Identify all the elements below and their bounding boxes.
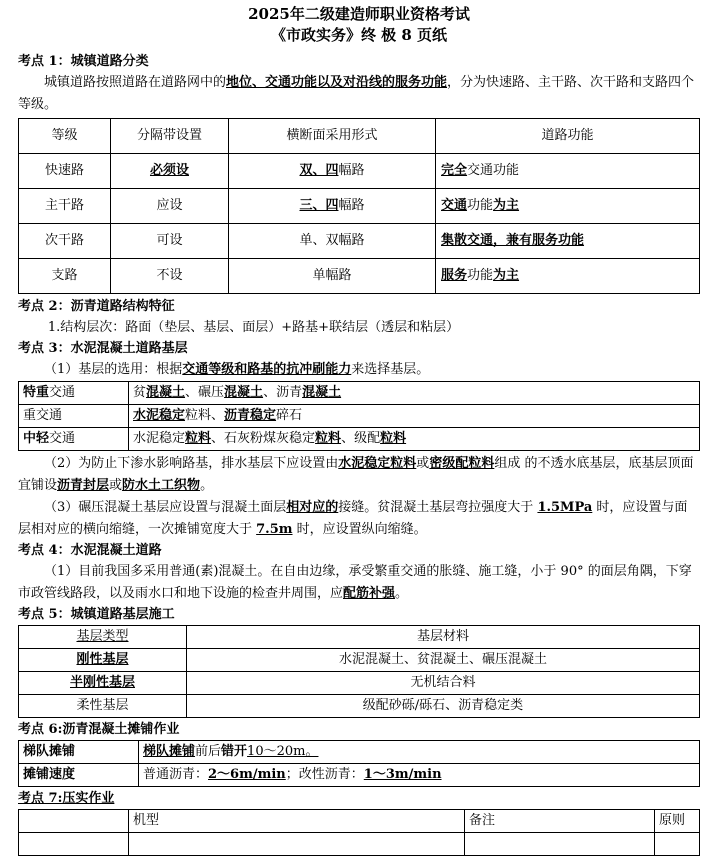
emphasis-text: 完全 — [441, 162, 468, 178]
cross-section-cell: 单幅路 — [229, 259, 436, 294]
text-span: 或 — [109, 478, 123, 493]
base-material-cell: 水泥混凝土、贫混凝土、碾压混凝土 — [187, 649, 700, 672]
text-span: ；改性沥青： — [285, 766, 364, 782]
emphasis-text: 梯队摊铺 — [143, 743, 196, 759]
table-header-cell — [19, 626, 187, 649]
text-span: 接缝。贫混凝土基层弯拉强度大于 — [338, 500, 538, 515]
section-3-heading: 考点 3：水泥混凝土道路基层 — [18, 341, 188, 356]
traffic-level-cell — [19, 428, 129, 451]
compaction-table — [18, 809, 700, 856]
text-span: 功能 — [467, 197, 494, 213]
section-6-heading: 考点 6:沥青混凝土摊铺作业 — [18, 722, 180, 737]
emphasis-text: 刚性基层 — [76, 651, 129, 667]
cross-section-cell — [229, 154, 436, 189]
base-material-cell — [129, 382, 700, 405]
separator-cell: 不设 — [111, 259, 229, 294]
section-7-heading — [18, 789, 700, 809]
emphasis-text: 集散交通，兼有服务功能 — [441, 232, 585, 248]
table-cell — [19, 833, 129, 856]
emphasis-text: 2～6m/min — [208, 766, 286, 782]
paving-table — [18, 740, 700, 787]
section-2-line: 1.结构层次：路面（垫层、基层、面层）+路基+联结层（透层和粘层） — [47, 320, 460, 335]
table-row — [19, 259, 700, 294]
road-classification-table — [18, 118, 700, 294]
text-span: 城镇道路按照道路在道路网中的 — [44, 75, 227, 90]
text-span: 幅路 — [338, 162, 365, 178]
text-span: ，分为快速路、主干路、次干路和支路四个等级。 — [18, 75, 695, 112]
separator-cell — [111, 154, 229, 189]
function-cell — [436, 154, 700, 189]
emphasis-text: 防水土工织物 — [122, 478, 201, 493]
text-span: 。 — [200, 478, 214, 493]
table-header-cell: 原则 — [655, 810, 700, 833]
text-span: （1）目前我国多采用普通(素)混凝土。在自由边缘，承受繁重交通的胀缝、施工缝，小于 90° 的面层角隅，下穿市政管线路段，以及雨水口和地下设施的检查井周围，应 — [18, 564, 692, 601]
base-material-cell — [129, 428, 700, 451]
grade-cell: 次干路 — [19, 224, 111, 259]
text-span: 普通沥青： — [143, 766, 209, 782]
base-material-cell — [129, 405, 700, 428]
function-cell — [436, 259, 700, 294]
paving-key-cell: 梯队摊铺 — [19, 741, 139, 764]
text-span: 幅路 — [338, 197, 365, 213]
emphasis-text: 粒料 — [185, 430, 212, 446]
grade-cell: 支路 — [19, 259, 111, 294]
section-2-heading: 考点 2：沥青道路结构特征 — [18, 299, 175, 314]
function-cell — [436, 224, 700, 259]
table-row — [19, 224, 700, 259]
table-row — [19, 695, 700, 718]
text-span: 基层类型 — [76, 628, 129, 644]
document-title: 2025年二级建造师职业资格考试 — [248, 5, 470, 23]
emphasis-text: 半刚性基层 — [69, 674, 135, 690]
base-material-cell: 无机结合料 — [187, 672, 700, 695]
emphasis-text: 为主 — [493, 197, 520, 213]
table-row — [19, 764, 700, 787]
emphasis-text: 水泥稳定 — [133, 407, 186, 423]
text-span: 组成 的不透水底基层，底基层顶面宜铺设 — [18, 456, 694, 493]
text-span: 10～20m。 — [247, 743, 319, 759]
emphasis-text: 1～3m/min — [363, 766, 442, 782]
emphasis-text: 配筋补强 — [343, 586, 396, 601]
base-type-cell — [19, 672, 187, 695]
text-span: 时，应设置与面层相对应的横向缩缝，一次摊铺宽度大于 — [18, 500, 688, 537]
section-1-heading: 考点 1：城镇道路分类 — [18, 54, 149, 69]
base-selection-table — [18, 381, 700, 451]
table-header-cell — [19, 810, 129, 833]
paving-value-cell — [139, 764, 700, 787]
text-span: 、石灰粉煤灰稳定 — [211, 430, 316, 446]
emphasis-text: 特重 — [23, 384, 50, 400]
text-span: （2）为防止下渗水影响路基，排水基层下应设置由 — [44, 456, 339, 471]
section-4-heading: 考点 4：水泥混凝土道路 — [18, 543, 162, 558]
table-header-cell: 道路功能 — [436, 119, 700, 154]
section-5-heading: 考点 5：城镇道路基层施工 — [18, 607, 175, 622]
table-row — [19, 405, 700, 428]
base-type-cell — [19, 649, 187, 672]
emphasis-text: 三、四 — [299, 197, 339, 213]
emphasis-text: 中轻 — [23, 430, 50, 446]
section-1-paragraph — [18, 72, 700, 116]
table-cell — [129, 833, 465, 856]
table-header-cell: 分隔带设置 — [111, 119, 229, 154]
emphasis-text: 为主 — [493, 267, 520, 283]
text-span: 。 — [395, 586, 409, 601]
emphasis-text: 相对应的 — [286, 500, 339, 515]
emphasis-text: 密级配粒料 — [429, 456, 495, 471]
section-3-paragraph-1 — [18, 359, 700, 381]
text-span: 碎石 — [276, 407, 303, 423]
emphasis-text: 交通 — [441, 197, 468, 213]
text-span: 粒料、 — [185, 407, 225, 423]
text-span: 来选择基层。 — [351, 362, 430, 377]
text-span: 贫 — [133, 384, 147, 400]
base-material-cell: 级配砂砾/砾石、沥青稳定类 — [187, 695, 700, 718]
emphasis-text: 混凝土 — [302, 384, 342, 400]
text-span: 交通功能 — [467, 162, 520, 178]
traffic-level-cell — [19, 382, 129, 405]
function-cell — [436, 189, 700, 224]
traffic-level-cell: 重交通 — [19, 405, 129, 428]
emphasis-text: 混凝土 — [146, 384, 186, 400]
emphasis-text: 水泥稳定粒料 — [338, 456, 417, 471]
emphasis-text: 沥青封层 — [57, 478, 110, 493]
text-span: 、碾压 — [185, 384, 225, 400]
table-header-cell: 备注 — [465, 810, 655, 833]
paving-value-cell — [139, 741, 700, 764]
table-row — [19, 672, 700, 695]
table-header-cell: 机型 — [129, 810, 465, 833]
emphasis-text: 交通等级和路基的抗冲刷能力 — [182, 362, 352, 377]
table-row — [19, 154, 700, 189]
table-header-cell: 横断面采用形式 — [229, 119, 436, 154]
paving-key-cell: 摊铺速度 — [19, 764, 139, 787]
table-cell — [465, 833, 655, 856]
table-header-row — [19, 119, 700, 154]
text-span: （3）碾压混凝土基层应设置与混凝土面层 — [44, 500, 287, 515]
text-span: 前后 — [195, 743, 222, 759]
table-row — [19, 833, 700, 856]
table-row — [19, 428, 700, 451]
text-span: 交通 — [49, 430, 76, 446]
emphasis-text: 粒料 — [315, 430, 342, 446]
table-header-cell: 等级 — [19, 119, 111, 154]
text-span: 考点 7:压实作业 — [18, 791, 115, 806]
text-span: 、级配 — [341, 430, 381, 446]
separator-cell: 可设 — [111, 224, 229, 259]
emphasis-text: 必须设 — [149, 162, 189, 178]
text-span: 功能 — [467, 267, 494, 283]
emphasis-text: 地位、交通功能以及对沿线的服务功能 — [226, 75, 448, 90]
base-type-cell: 柔性基层 — [19, 695, 187, 718]
text-span: 时，应设置纵向缩缝。 — [292, 522, 427, 537]
table-row — [19, 189, 700, 224]
emphasis-text: 粒料 — [380, 430, 407, 446]
section-4-paragraph — [18, 561, 700, 605]
text-span: 交通 — [49, 384, 76, 400]
cross-section-cell — [229, 189, 436, 224]
section-3-paragraph-3 — [18, 497, 700, 541]
cross-section-cell: 单、双幅路 — [229, 224, 436, 259]
table-header-row — [19, 810, 700, 833]
grade-cell: 快速路 — [19, 154, 111, 189]
text-span: 、沥青 — [263, 384, 303, 400]
text-span: （1）基层的选用：根据 — [44, 362, 183, 377]
document-subtitle: 《市政实务》终 极 8 页纸 — [270, 26, 448, 44]
table-header-row — [19, 626, 700, 649]
text-span: 或 — [416, 456, 430, 471]
emphasis-text: 服务 — [441, 267, 468, 283]
base-type-table — [18, 625, 700, 718]
grade-cell: 主干路 — [19, 189, 111, 224]
emphasis-text: 混凝土 — [224, 384, 264, 400]
table-row — [19, 649, 700, 672]
emphasis-text: 沥青稳定 — [224, 407, 277, 423]
section-3-paragraph-2 — [18, 453, 700, 497]
emphasis-text: 双、四 — [299, 162, 339, 178]
emphasis-text: 7.5m — [256, 522, 293, 537]
emphasis-text: 错开 — [221, 743, 248, 759]
text-span: 水泥稳定 — [133, 430, 186, 446]
table-row — [19, 382, 700, 405]
table-header-cell: 基层材料 — [187, 626, 700, 649]
separator-cell: 应设 — [111, 189, 229, 224]
table-cell — [655, 833, 700, 856]
emphasis-text: 1.5MPa — [537, 500, 593, 515]
table-row — [19, 741, 700, 764]
